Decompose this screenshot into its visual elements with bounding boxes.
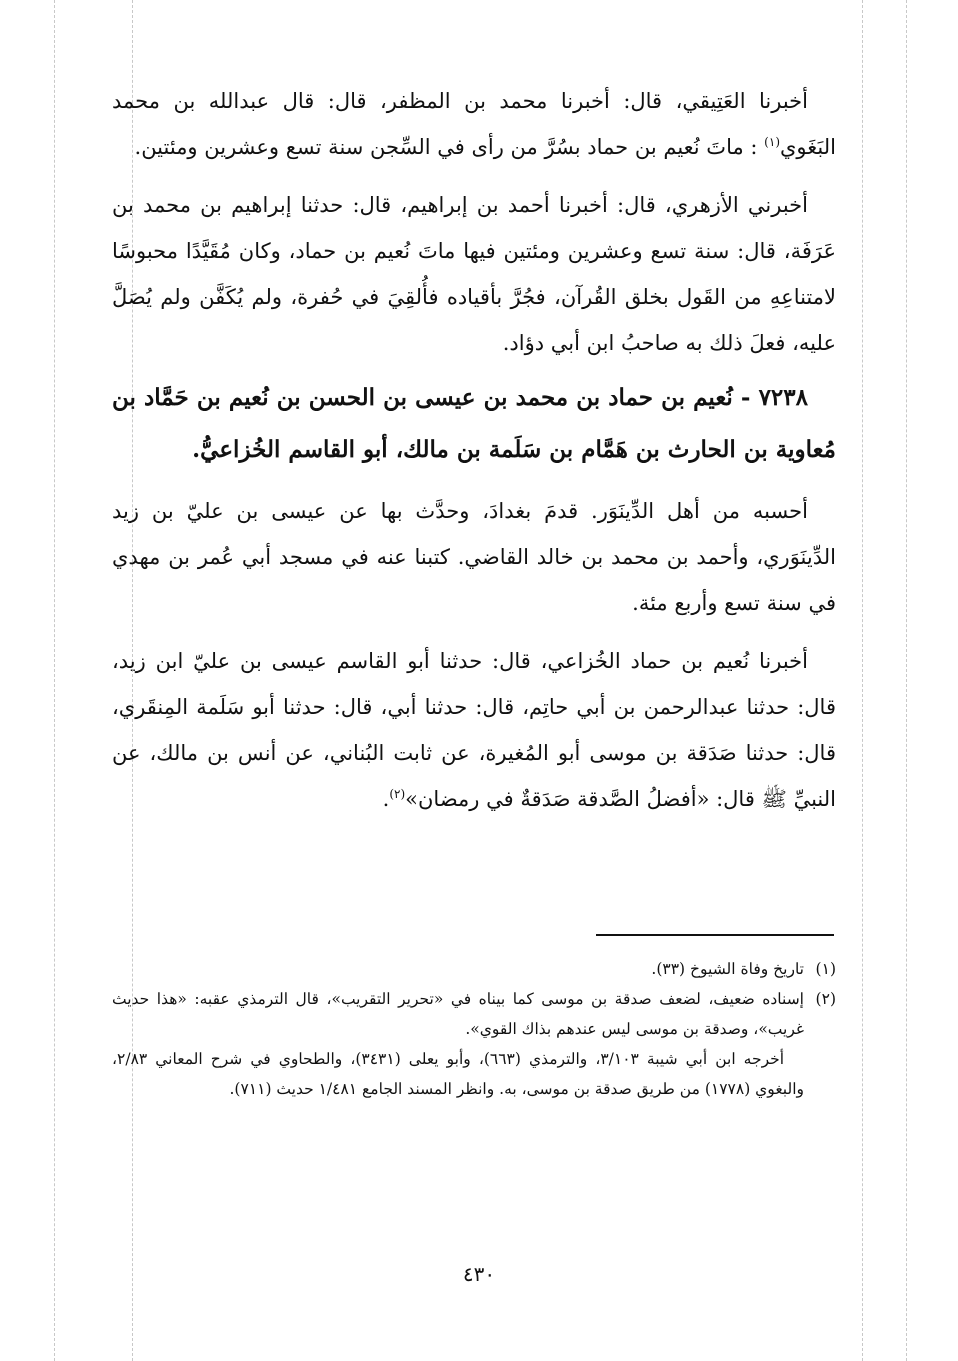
footnotes	[112, 954, 836, 1104]
main-text	[112, 78, 836, 822]
paragraph-4-text: أخبرنا نُعيم بن حماد الخُزاعي، قال: حدثنا أبو القاسم عيسى بن عليّ ابن زيد، قال: حدثنا عبدالرحمن بن أبي حاتِم، قال: حدثنا أبي، قال: حدثنا أبو سَلَمة المِنقَري، قال: حدثنا صَدَقة بن موسى أبو المُغيرة، عن ثابت البُناني، عن أنس بن مالك، عن النبيِّ ﷺ قال: «أفضلُ الصَّدقة صَدَقةٌ في رمضان»	[112, 649, 836, 811]
footnote-number: (٢)	[815, 990, 836, 1008]
footnote-ref-1[interactable]: (١)	[764, 135, 780, 149]
entry-heading: ٧٢٣٨ - نُعيم بن حماد بن محمد بن عيسى بن الحسن بن نُعيم بن حَمَّاد بن مُعاوية بن الحارث بن هَمَّام بن سَلَمة بن مالك، أبو القاسم الخُزاعيُّ.	[112, 384, 836, 463]
paragraph-1-text: أخبرنا العَتِيقي، قال: أخبرنا محمد بن المظفر، قال: قال عبدالله بن محمد البَغَوي	[112, 89, 836, 159]
footnote-1	[112, 954, 836, 984]
paragraph-1-text-end: : ماتَ نُعيم بن حماد بسُرَّ من رأى في السِّجن سنة تسع وعشرين ومئتين.	[134, 135, 758, 159]
paragraph-4	[112, 638, 836, 822]
footnote-2-continuation: أخرجه ابن أبي شيبة ٣/١٠٣، والترمذي (٦٦٣)، وأبو يعلى (٣٤٣١)، والطحاوي في شرح المعاني ٢/٨٣، والبغوي (١٧٧٨) من طريق صدقة بن موسى، به. وانظر المسند الجامع ١/٤٨١ حديث (٧١١).	[112, 1050, 804, 1098]
paragraph-4-text-end: .	[382, 787, 390, 811]
paragraph-1	[112, 78, 836, 170]
footnote-ref-2[interactable]: (٢)	[389, 787, 406, 801]
footnote-divider	[596, 934, 834, 936]
footnote-2	[112, 984, 836, 1044]
footnote-text: إسناده ضعيف، لضعف صدقة بن موسى كما بيناه في «تحرير التقريب»، قال الترمذي عقبه: «هذا حديث غريب»، وصدقة بن موسى ليس عندهم بذاك القوي».	[112, 990, 804, 1038]
footnote-text: تاريخ وفاة الشيوخ (٣٣).	[651, 960, 804, 978]
footnote-number: (١)	[815, 960, 836, 978]
page-number: ٤٣٠	[462, 1262, 496, 1286]
paragraph-2: أخبرني الأزهري، قال: أخبرنا أحمد بن إبراهيم، قال: حدثنا إبراهيم بن محمد بن عَرَفَة، قال: سنة تسع وعشرين ومئتين فيها ماتَ نُعيم بن حماد، وكان مُقَيَّدًا محبوسًا لامتناعِهِ من القَول بخلق القُرآن، فجُرَّ بأقياده فأُلقِيَ في حُفرة، ولم يُكَفَّن ولم يُصَلَّ عليه، فعلَ ذلك به صاحبُ ابن أبي دؤاد.	[112, 193, 836, 355]
paragraph-3: أحسبه من أهل الدِّينَوَر. قدمَ بغدادَ، وحدَّث بها عن عيسى بن عليّ بن زيد الدِّينَوَري، وأحمد بن محمد بن خالد القاضي. كتبنا عنه في مسجد أبي عُمر بن مهدي في سنة تسع وأربع مئة.	[112, 499, 836, 615]
margin-guide-left	[54, 0, 55, 1361]
margin-guide-right	[906, 0, 907, 1361]
margin-guide-right-inner	[862, 0, 863, 1361]
